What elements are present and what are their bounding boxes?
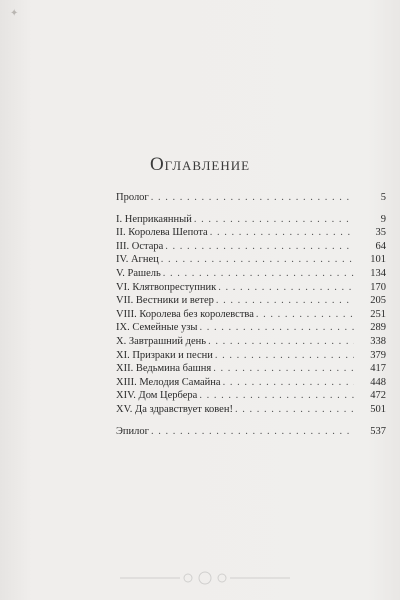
entry-page-number: 338: [370, 335, 386, 347]
dot-leader: [165, 240, 354, 254]
toc-entry-chapter: [116, 226, 386, 240]
dot-leader: [151, 191, 354, 205]
entry-label: I. Неприкаянный: [116, 213, 192, 225]
toc-entry-chapter: [116, 213, 386, 227]
entry-label: XIV. Дом Цербера: [116, 390, 198, 402]
entry-label: XV. Да здравствует ковен!: [116, 403, 233, 415]
entry-page-number: 35: [375, 227, 386, 239]
entry-label: Пролог: [116, 192, 149, 203]
entry-label: XI. Призраки и песни: [116, 349, 213, 361]
toc-entry-chapter: [116, 403, 386, 417]
dot-leader: [256, 308, 354, 322]
entry-label: V. Рашель: [116, 267, 161, 279]
table-of-contents: [116, 191, 386, 438]
entry-label: XIII. Мелодия Самайна: [116, 376, 221, 388]
entry-page-number: 448: [370, 376, 386, 388]
entry-label: Эпилог: [116, 425, 149, 437]
toc-entry-epilogue: [116, 425, 386, 439]
entry-label: VII. Вестники и ветер: [116, 295, 214, 307]
entry-label: II. Королева Шепота: [116, 227, 208, 239]
entry-label: VI. Клятвопреступник: [116, 281, 217, 293]
dot-leader: [210, 226, 354, 240]
dot-leader: [151, 425, 354, 439]
dot-leader: [199, 321, 354, 335]
entry-page-number: 64: [375, 240, 386, 252]
entry-label: X. Завтрашний день: [116, 335, 207, 347]
toc-entry-chapter: [116, 294, 386, 308]
entry-label: VIII. Королева без королевства: [116, 308, 254, 320]
entry-page-number: 134: [370, 267, 386, 279]
dot-leader: [199, 389, 354, 403]
entry-page-number: 9: [380, 213, 386, 225]
entry-page-number: 501: [370, 403, 386, 415]
toc-entry-chapter: [116, 267, 386, 281]
toc-entry-chapter: [116, 281, 386, 295]
toc-entry-chapter: [116, 376, 386, 390]
decorative-ornament: [110, 570, 300, 586]
dot-leader: [163, 267, 354, 281]
entry-label: III. Остара: [116, 240, 164, 252]
dot-leader: [215, 349, 354, 363]
dot-leader: [208, 335, 354, 349]
dot-leader: [213, 362, 354, 376]
entry-page-number: 205: [370, 295, 386, 307]
toc-entry-chapter: [116, 253, 386, 267]
toc-entry-chapter: [116, 240, 386, 254]
toc-entry-prologue: [116, 191, 386, 205]
toc-entry-chapter: [116, 335, 386, 349]
toc-entry-chapter: [116, 362, 386, 376]
entry-page-number: 537: [370, 425, 386, 437]
dot-leader: [218, 281, 354, 295]
entry-label: IX. Семейные узы: [116, 322, 198, 334]
entry-page-number: 472: [370, 390, 386, 402]
entry-page-number: 289: [370, 322, 386, 334]
dot-leader: [223, 376, 354, 390]
toc-entry-chapter: [116, 349, 386, 363]
toc-entry-chapter: [116, 389, 386, 403]
toc-entry-chapter: [116, 321, 386, 335]
entry-page-number: 101: [370, 254, 386, 266]
chapter-list: [116, 213, 386, 417]
dot-leader: [161, 253, 354, 267]
entry-page-number: 379: [370, 349, 386, 361]
toc-entry-chapter: [116, 308, 386, 322]
entry-label: XII. Ведьмина башня: [116, 363, 212, 375]
entry-page-number: 5: [380, 192, 386, 203]
entry-page-number: 251: [370, 308, 386, 320]
dot-leader: [216, 294, 354, 308]
dot-leader: [194, 213, 354, 227]
dot-leader: [235, 403, 354, 417]
entry-page-number: 417: [370, 363, 386, 375]
entry-page-number: 170: [370, 281, 386, 293]
page-title: Оглавление: [149, 154, 251, 175]
entry-label: IV. Агнец: [116, 254, 159, 266]
corner-mark: ✦: [10, 8, 19, 19]
